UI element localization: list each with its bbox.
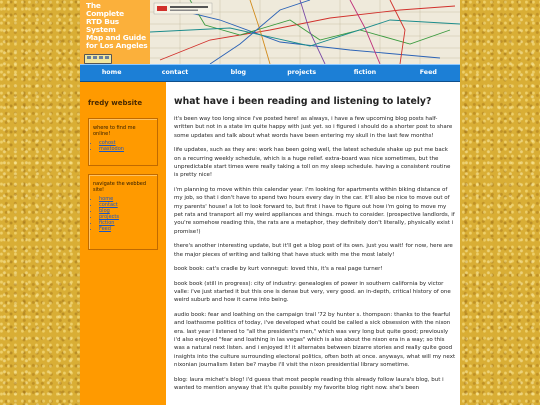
post-paragraph: it's been way too long since i've posted here! as always, i have a few upcoming blog posts half-written but not in a state im quite happy with just yet. so i figured i should do a shorter post to share some updates and talk about what words have been entering my skull in the last few months! [174, 116, 453, 139]
navigate-list [89, 196, 157, 232]
page-wrapper [80, 0, 460, 405]
nav-projects[interactable]: projects [287, 69, 317, 76]
post-paragraph: i'm planning to move within this calendar year. i'm looking for apartments within biking distance of my job, so that i don't have to spend two hours every day in the car. it'll also be nice to move out of my parents' house! a lot to look forward to, but first i have to figure out how i'm going to move my pet rats and transport all my weird appliances and things. much to consider. (prospective landlords, if you're somehow reading this, the rats are a metaphor, they definitely don't literally, physically exist i promise!) [174, 186, 455, 235]
nav-fiction[interactable]: fiction [353, 69, 377, 76]
side-link-blog[interactable]: • blog [99, 208, 157, 214]
side-link-contact[interactable]: • contact [99, 202, 157, 208]
logo-line: Complete [86, 9, 124, 18]
post-title: what have i been reading and listening to lately? [174, 96, 432, 107]
logo-line: Map and Guide [86, 33, 146, 42]
nav-contact[interactable]: contact [161, 69, 189, 76]
logo-line: The [86, 1, 101, 10]
side-link-home[interactable]: • home [99, 196, 157, 202]
logo-line: RTD Bus System [86, 17, 120, 34]
logo-text [86, 2, 150, 50]
find-me-box [88, 118, 158, 166]
sidebar [80, 82, 166, 405]
navigate-label: navigate the webbed site! [93, 181, 147, 193]
site-logo[interactable] [80, 0, 150, 64]
post-paragraph: life updates, such as they are: work has been going well, the latest schedule shake up put me back on a recurring weekly schedule, which is a huge relief. extra-board was nice sometimes, but the unpredictable start times were really taking a toll on my sleep schedule. having a consistent routine is pretty nice! [174, 147, 451, 179]
sidebar-title: fredy website [88, 99, 143, 107]
nav-feed[interactable]: Feed [419, 69, 437, 76]
content-area [80, 82, 460, 405]
find-me-label: where to find me online! [93, 125, 136, 137]
post-paragraph: audio book: fear and loathing on the campaign trail '72 by hunter s. thompson: thanks to the fearful and loathsome politics of today, i've developed what could be called a sick obsession with the nixon era. last year i listened to "all the president's men," which was very long but quite good; previously i'd also enjoyed "fear and loathing in las vegas" which is also about the nixon era in a way; so this was a natural next listen. and i enjoyed it! it alternates between bizarre stories and really quite good insights into the culture surrounding electoral politics, often both at once. anyways, what will my next nixonian journalism listen be? maybe i'll visit the nixon presidential library sometime. [174, 311, 456, 369]
post-paragraph: book book: cat's cradle by kurt vonnegut: loved this, it's a real page turner! [174, 266, 383, 273]
main-nav [80, 64, 460, 82]
post-paragraph: book book (still in progress): city of industry: genealogies of power in southern california by victor valle: i've just started it but this one is dense but very, very good. an in-depth, critical history of one weird suburb and how it came into being. [174, 280, 451, 304]
side-link-fiction[interactable]: • fiction [99, 220, 157, 226]
link-cohost[interactable]: • cohost [99, 140, 157, 146]
logo-line: for Los Angeles [86, 41, 148, 50]
header-banner [80, 0, 460, 64]
link-mastodon[interactable]: • mastodon [99, 146, 157, 152]
post-content [174, 96, 456, 401]
post-paragraph: blog: laura michet's blog! i'd guess that most people reading this already follow laura's blog, but i wanted to mention anyway that it's quite possibly my favorite blog right now. she's been [174, 376, 444, 391]
bus-map-image [150, 0, 460, 64]
nav-blog[interactable]: blog [230, 69, 247, 76]
post-paragraph: there's another interesting update, but it'll get a blog post of its own. just you wait! for now, here are the major pieces of writing and talking that have stuck with me the most lately! [174, 243, 453, 258]
bus-icon [84, 54, 112, 64]
navigate-box [88, 174, 158, 250]
nav-home[interactable]: home [101, 69, 122, 76]
route-map-icon [150, 0, 460, 64]
find-me-list [89, 140, 157, 152]
side-link-feed[interactable]: • Feed [99, 226, 157, 232]
side-link-projects[interactable]: • projects [99, 214, 157, 220]
